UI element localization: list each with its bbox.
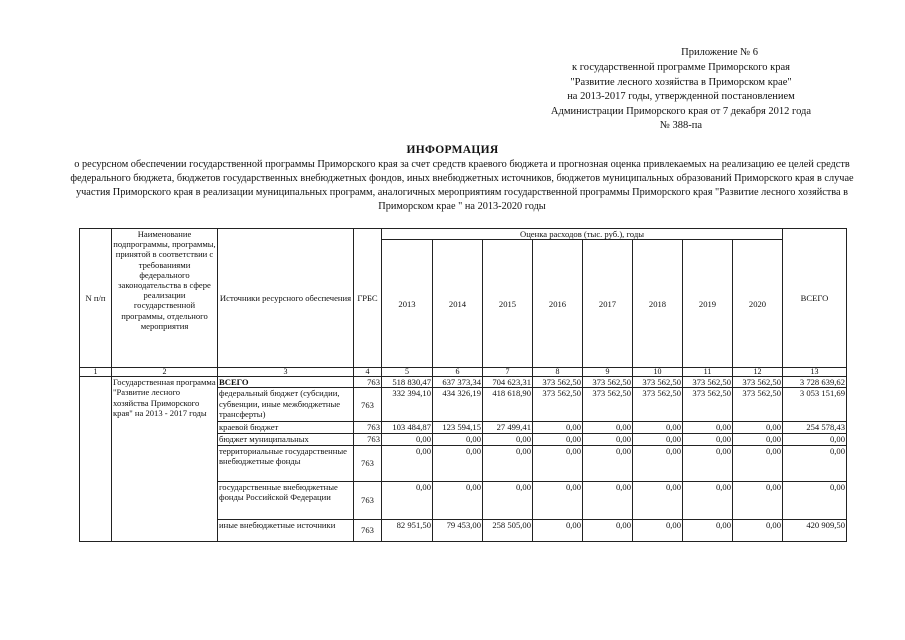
header-source: Источники ресурсного обеспечения [218,229,354,368]
index-cell: 1 [80,368,112,377]
index-cell: 7 [483,368,533,377]
appendix-line: к государственной программе Приморского края [572,62,790,73]
value-cell: 0,00 [633,434,683,445]
index-row [80,368,847,377]
value-cell: 0,00 [633,422,683,434]
value-cell: 0,00 [683,519,733,541]
header-year: 2018 [633,240,683,368]
header-num: N п/п [80,229,112,368]
value-cell: 0,00 [433,481,483,519]
value-cell: 0,00 [483,434,533,445]
appendix-line: № 388-па [659,120,703,131]
header-name: Наименование подпрограммы, программы, принятой в соответствии с требованиями федерального законодательства в сфере реализации государственной программы, отдельного мероприятия [112,229,218,368]
appendix-line: "Развитие лесного хозяйства в Приморском крае" [570,76,792,88]
value-cell: 0,00 [533,481,583,519]
grbs-cell: 763 [354,481,382,519]
value-cell: 373 562,50 [683,377,733,388]
value-cell: 0,00 [633,481,683,519]
grbs-cell: 763 [354,519,382,541]
source-cell: иные внебюджетные источники [218,519,354,541]
value-cell: 0,00 [733,481,783,519]
value-cell: 0,00 [633,519,683,541]
document-description: о ресурсном обеспечении государственной программы Приморского края за счет средств краевого бюджета и прогнозная оценка привлекаемых на реализацию ее целей средств федерального бюджета, бюджетов государственных внебюджетных фондов, иных внебюджетных источников, бюджетов муниципальных образований Приморского края в случае участия Приморского края в реализации муниципальных программ, аналогичных мероприятиям государственной программы Приморского края "Развитие лесного хозяйства в Приморском крае " на 2013-2020 годы [70,159,854,212]
source-cell: территориальные государственные внебюджетные фонды [218,445,354,481]
resource-table [79,228,847,542]
appendix-title: Приложение № 6 [681,47,758,58]
table-row [80,377,847,388]
total-cell: 3 053 151,69 [783,388,847,422]
value-cell: 0,00 [483,445,533,481]
index-cell: 4 [354,368,382,377]
index-cell: 13 [783,368,847,377]
value-cell: 518 830,47 [382,377,433,388]
source-cell: бюджет муниципальных [218,434,354,445]
value-cell: 0,00 [733,434,783,445]
value-cell: 0,00 [533,519,583,541]
value-cell: 0,00 [683,481,733,519]
source-cell: федеральный бюджет (субсидии, субвенции, иные межбюджетные трансферты) [218,388,354,422]
value-cell: 418 618,90 [483,388,533,422]
value-cell: 79 453,00 [433,519,483,541]
value-cell: 0,00 [382,481,433,519]
value-cell: 103 484,87 [382,422,433,434]
index-cell: 6 [433,368,483,377]
value-cell: 82 951,50 [382,519,433,541]
program-name: Государственная программа "Развитие лесного хозяйства Приморского края" на 2013 - 2017 годы [112,377,218,541]
index-cell: 11 [683,368,733,377]
grbs-cell: 763 [354,434,382,445]
value-cell: 373 562,50 [733,388,783,422]
value-cell: 373 562,50 [533,377,583,388]
index-cell: 10 [633,368,683,377]
value-cell: 0,00 [683,445,733,481]
value-cell: 0,00 [533,434,583,445]
value-cell: 0,00 [583,519,633,541]
value-cell: 0,00 [583,422,633,434]
value-cell: 332 394,10 [382,388,433,422]
header-year: 2019 [683,240,733,368]
header-grbs: ГРБС [354,229,382,368]
source-cell: государственные внебюджетные фонды Российской Федерации [218,481,354,519]
header-total: ВСЕГО [783,229,847,368]
total-cell: 0,00 [783,445,847,481]
value-cell: 373 562,50 [633,377,683,388]
value-cell: 373 562,50 [533,388,583,422]
value-cell: 373 562,50 [583,377,633,388]
value-cell: 704 623,31 [483,377,533,388]
index-cell: 5 [382,368,433,377]
value-cell: 0,00 [382,434,433,445]
value-cell: 123 594,15 [433,422,483,434]
value-cell: 434 326,19 [433,388,483,422]
value-cell: 27 499,41 [483,422,533,434]
value-cell: 373 562,50 [683,388,733,422]
header-year: 2020 [733,240,783,368]
appendix-subtitle [531,61,831,134]
value-cell: 637 373,34 [433,377,483,388]
value-cell: 0,00 [583,481,633,519]
value-cell: 0,00 [633,445,683,481]
value-cell: 0,00 [733,422,783,434]
appendix-line: на 2013-2017 годы, утвержденной постановлением [567,91,795,102]
value-cell: 0,00 [483,481,533,519]
appendix-line: Администрации Приморского края от 7 декабря 2012 года [550,105,812,117]
index-cell: 2 [112,368,218,377]
index-cell: 9 [583,368,633,377]
value-cell: 0,00 [382,445,433,481]
header-year: 2013 [382,240,433,368]
header-year: 2016 [533,240,583,368]
total-cell: 0,00 [783,481,847,519]
value-cell: 373 562,50 [633,388,683,422]
header-estimate: Оценка расходов (тыс. руб.), годы [382,229,783,240]
value-cell: 0,00 [683,422,733,434]
grbs-cell: 763 [354,388,382,422]
value-cell: 0,00 [733,445,783,481]
grbs-cell: 763 [354,377,382,388]
total-cell: 0,00 [783,434,847,445]
value-cell: 0,00 [533,422,583,434]
source-cell: ВСЕГО [218,377,354,388]
header-year: 2015 [483,240,533,368]
total-cell: 420 909,50 [783,519,847,541]
index-cell: 3 [218,368,354,377]
value-cell: 0,00 [683,434,733,445]
total-cell: 3 728 639,62 [783,377,847,388]
total-cell: 254 578,43 [783,422,847,434]
value-cell: 0,00 [433,445,483,481]
value-cell: 0,00 [433,434,483,445]
source-cell: краевой бюджет [218,422,354,434]
value-cell: 373 562,50 [583,388,633,422]
grbs-cell: 763 [354,445,382,481]
value-cell: 0,00 [583,434,633,445]
index-cell: 8 [533,368,583,377]
index-cell: 12 [733,368,783,377]
value-cell: 0,00 [533,445,583,481]
header-year: 2017 [583,240,633,368]
value-cell: 0,00 [733,519,783,541]
value-cell: 258 505,00 [483,519,533,541]
header-year: 2014 [433,240,483,368]
row-num-cell [80,377,112,541]
document-heading: ИНФОРМАЦИЯ [406,144,499,156]
value-cell: 373 562,50 [733,377,783,388]
value-cell: 0,00 [583,445,633,481]
grbs-cell: 763 [354,422,382,434]
